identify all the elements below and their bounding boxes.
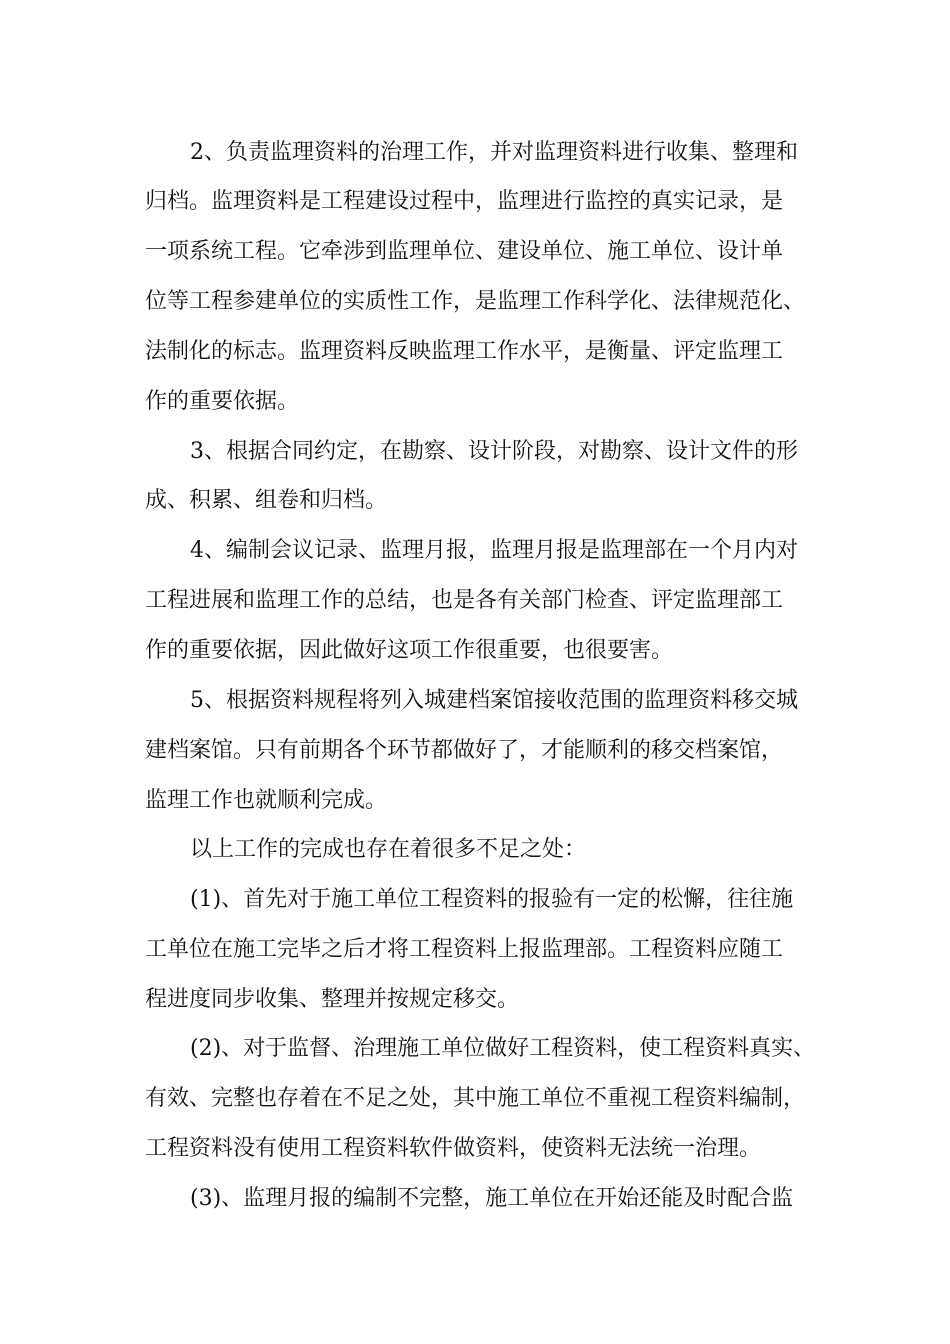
paragraph-line: 作的重要依据。 [145, 389, 300, 414]
paragraph-line: 4、编制会议记录、监理月报，监理月报是监理部在一个月内对 [190, 538, 798, 563]
paragraph-line: 程进度同步收集、整理并按规定移交。 [145, 987, 520, 1012]
paragraph-line: 法制化的标志。监理资料反映监理工作水平，是衡量、评定监理工 [145, 339, 784, 364]
paragraph-line: (2)、对于监督、治理施工单位做好工程资料，使工程资料真实、 [190, 1036, 816, 1061]
paragraph-line: 以上工作的完成也存在着很多不足之处： [190, 837, 587, 862]
paragraph-line: 工单位在施工完毕之后才将工程资料上报监理部。工程资料应随工 [145, 937, 784, 962]
paragraph-line: 建档案馆。只有前期各个环节都做好了，才能顺利的移交档案馆， [145, 738, 784, 763]
paragraph-line: 有效、完整也存着在不足之处，其中施工单位不重视工程资料编制， [145, 1086, 806, 1111]
paragraph-line: 成、积累、组卷和归档。 [145, 488, 388, 513]
paragraph-line: 工程资料没有使用工程资料软件做资料，使资料无法统一治理。 [145, 1136, 762, 1161]
paragraph-line: (3)、监理月报的编制不完整，施工单位在开始还能及时配合监 [190, 1186, 794, 1211]
paragraph-line: 3、根据合同约定，在勘察、设计阶段，对勘察、设计文件的形 [190, 439, 798, 464]
paragraph-line: 工程进展和监理工作的总结，也是各有关部门检查、评定监理部工 [145, 588, 784, 613]
paragraph-line: 一项系统工程。它牵涉到监理单位、建设单位、施工单位、设计单 [145, 239, 784, 264]
paragraph-line: (1)、首先对于施工单位工程资料的报验有一定的松懈，往往施 [190, 887, 794, 912]
paragraph-line: 5、根据资料规程将列入城建档案馆接收范围的监理资料移交城 [190, 688, 798, 713]
paragraph-line: 位等工程参建单位的实质性工作，是监理工作科学化、法律规范化、 [145, 289, 806, 314]
paragraph-line: 监理工作也就顺利完成。 [145, 788, 388, 813]
paragraph-line: 2、负责监理资料的治理工作，并对监理资料进行收集、整理和 [190, 140, 798, 165]
paragraph-line: 归档。监理资料是工程建设过程中，监理进行监控的真实记录，是 [145, 189, 784, 214]
paragraph-line: 作的重要依据，因此做好这项工作很重要，也很要害。 [145, 638, 674, 663]
